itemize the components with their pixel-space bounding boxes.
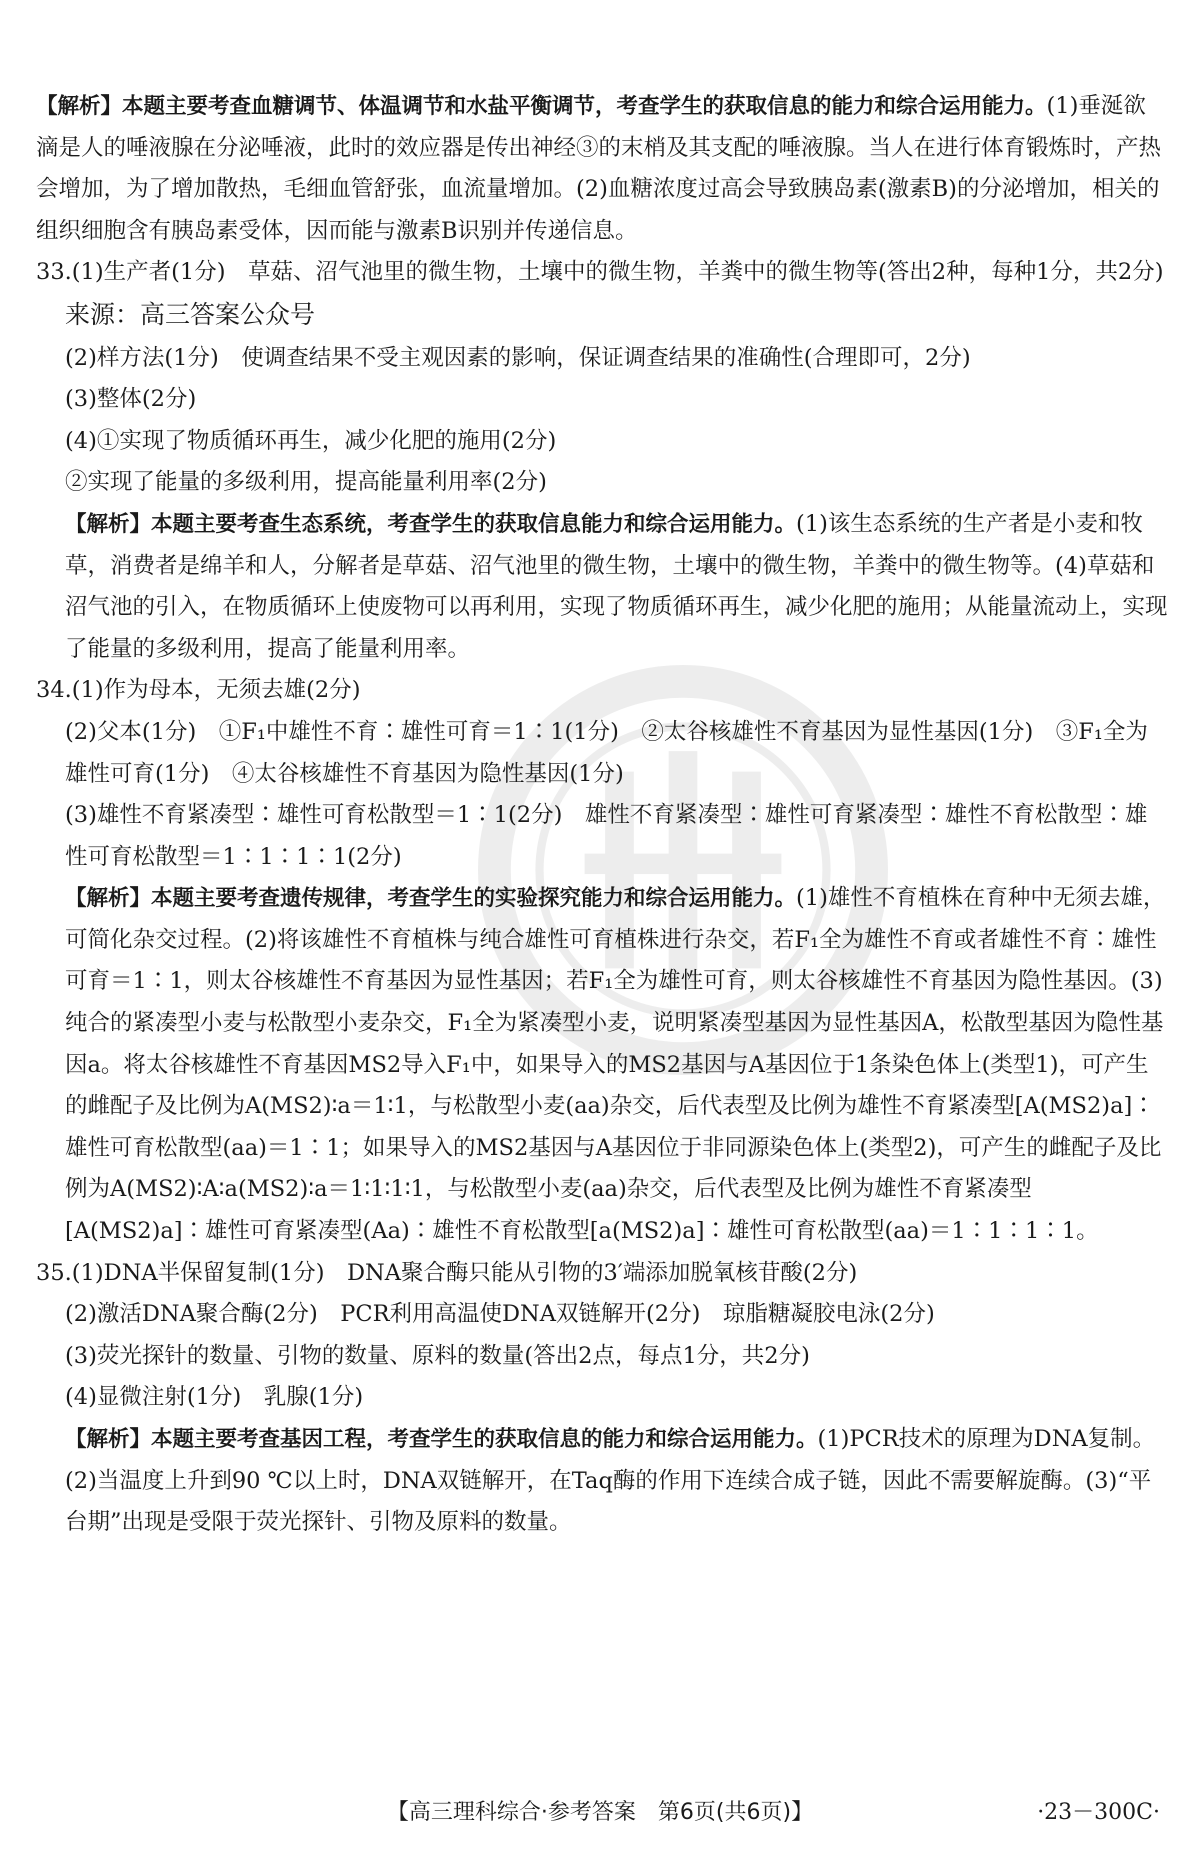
page-footer bbox=[0, 1798, 1200, 1828]
analysis-lead: 【解析】本题主要考查遗传规律，考查学生的实验探究能力和综合运用能力。 bbox=[65, 886, 797, 912]
question-33-item-3: (3)整体(2分) bbox=[65, 386, 197, 413]
footer-title: 【高三理科综合·参考答案 第6页(共6页)】 bbox=[386, 1800, 814, 1825]
answer-content bbox=[36, 86, 1168, 1544]
question-34-item-1: 34.(1)作为母本，无须去雄(2分) bbox=[36, 677, 361, 704]
question-33-item-4a: (4)①实现了物质循环再生，减少化肥的施用(2分) bbox=[65, 427, 557, 454]
question-35-item-4: (4)显微注射(1分) 乳腺(1分) bbox=[65, 1384, 364, 1411]
analysis-lead: 【解析】本题主要考查基因工程，考查学生的获取信息的能力和综合运用能力。 bbox=[65, 1427, 818, 1452]
analysis-paragraph bbox=[36, 878, 1168, 1252]
question-34-item-3: (3)雄性不育紧凑型∶雄性可育松散型＝1∶1(2分) 雄性不育紧凑型∶雄性可育紧凑型∶雄性不育松散型∶雄性可育松散型＝1∶1∶1∶1(2分) bbox=[65, 802, 1148, 870]
analysis-paragraph bbox=[36, 1419, 1168, 1544]
analysis-paragraph bbox=[36, 86, 1168, 252]
analysis-lead: 【解析】本题主要考查生态系统，考查学生的获取信息能力和综合运用能力。 bbox=[65, 511, 797, 537]
analysis-text: (1)垂涎欲滴是人的唾液腺在分泌唾液，此时的效应器是传出神经③的末梢及其支配的唾液腺。当人在进行体育锻炼时，产热会增加，为了增加散热，毛细血管舒张，血流量增加。(2)血糖浓度过高会导致胰岛素(激素B)的分泌增加，相关的组织细胞含有胰岛素受体，因而能与激素B识别并传递信息。 bbox=[36, 93, 1162, 244]
question-33-item-4b: ②实现了能量的多级利用，提高能量利用率(2分) bbox=[65, 469, 547, 496]
question-35-item-1: 35.(1)DNA半保留复制(1分) DNA聚合酶只能从引物的3′端添加脱氧核苷酸(2分) bbox=[36, 1259, 858, 1286]
source-note: 来源：高三答案公众号 bbox=[65, 299, 316, 329]
analysis-text: (1)该生态系统的生产者是小麦和牧草，消费者是绵羊和人，分解者是草菇、沼气池里的微生物，土壤中的微生物，羊粪中的微生物等。(4)草菇和沼气池的引入，在物质循环上使废物可以再利用，实现了物质循环再生，减少化肥的施用；从能量流动上，实现了能量的多级利用，提高了能量利用率。 bbox=[65, 510, 1168, 662]
analysis-text: (1)PCR技术的原理为DNA复制。(2)当温度上升到90 ℃以上时，DNA双链解开，在Taq酶的作用下连续合成子链，因此不需要解旋酶。(3)“平台期”出现是受限于荧光探针、引物及原料的数量。 bbox=[65, 1426, 1156, 1536]
question-35-item-2: (2)激活DNA聚合酶(2分) PCR利用高温使DNA双链解开(2分) 琼脂糖凝胶电泳(2分) bbox=[65, 1301, 935, 1328]
question-33-item-2: (2)样方法(1分) 使调查结果不受主观因素的影响，保证调查结果的准确性(合理即可，2分) bbox=[65, 344, 971, 371]
analysis-text: (1)雄性不育植株在育种中无须去雄，可简化杂交过程。(2)将该雄性不育植株与纯合雄性可育植株进行杂交，若F₁全为雄性不育或者雄性不育∶雄性可育＝1∶1，则太谷核雄性不育基因为显性基因；若F₁全为雄性可育，则太谷核雄性不育基因为隐性基因。(3)纯合的紧凑型小麦与松散型小麦杂交，F₁全为紧凑型小麦，说明紧凑型基因为显性基因A，松散型基因为隐性基因a。将太谷核雄性不育基因MS2导入F₁中，如果导入的MS2基因与A基因位于1条染色体上(类型1)，可产生的雌配子及比例为A(MS2)∶a＝1∶1，与松散型小麦(aa)杂交，后代表型及比例为雄性不育紧凑型[A(MS2)a]∶雄性可育松散型(aa)＝1∶1；如果导入的MS2基因与A基因位于非同源染色体上(类型2)，可产生的雌配子及比例为A(MS2)∶A∶a(MS2)∶a＝1∶1∶1∶1，与松散型小麦(aa)杂交，后代表型及比例为雄性不育紧凑型[A(MS2)a]∶雄性可育紧凑型(Aa)∶雄性不育松散型[a(MS2)a]∶雄性可育松散型(aa)＝1∶1∶1∶1。 bbox=[65, 885, 1166, 1245]
answer-text: 33.(1)生产者(1分) 草菇、沼气池里的微生物，土壤中的微生物，羊粪中的微生物等(答出2种，每种1分，共2分) bbox=[36, 259, 1164, 286]
question-34-item-2: (2)父本(1分) ①F₁中雄性不育∶雄性可育＝1∶1(1分) ②太谷核雄性不育基因为显性基因(1分) ③F₁全为雄性可育(1分) ④太谷核雄性不育基因为隐性基因(1分) bbox=[65, 718, 1148, 787]
analysis-paragraph bbox=[36, 504, 1168, 670]
question-35-item-3: (3)荧光探针的数量、引物的数量、原料的数量(答出2点，每点1分，共2分) bbox=[65, 1342, 810, 1369]
analysis-lead: 【解析】本题主要考查血糖调节、体温调节和水盐平衡调节，考查学生的获取信息的能力和综合运用能力。 bbox=[36, 94, 1047, 119]
footer-code: ·23－300C· bbox=[1037, 1800, 1160, 1825]
question-33-item-1 bbox=[36, 252, 1168, 337]
